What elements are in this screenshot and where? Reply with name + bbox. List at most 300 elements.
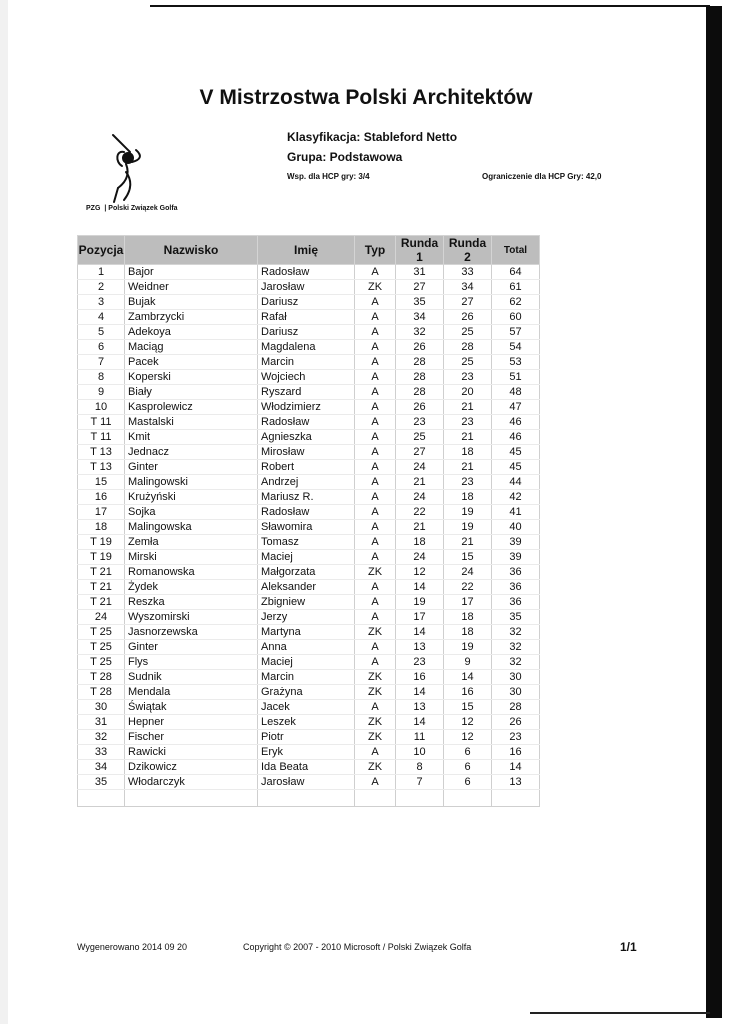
- cell-total: 46: [492, 415, 540, 430]
- cell-total: 26: [492, 715, 540, 730]
- empty-cell: [492, 790, 540, 807]
- cell-round-2: 27: [444, 295, 492, 310]
- cell-round-2: 22: [444, 580, 492, 595]
- cell-round-1: 25: [396, 430, 444, 445]
- scan-edge-left: [0, 0, 8, 1024]
- cell-total: 41: [492, 505, 540, 520]
- header-type: Typ: [355, 236, 396, 265]
- cell-total: 23: [492, 730, 540, 745]
- cell-type: A: [355, 505, 396, 520]
- cell-position: T 21: [78, 580, 125, 595]
- cell-round-2: 18: [444, 625, 492, 640]
- cell-first-name: Grażyna: [258, 685, 355, 700]
- table-row: [78, 490, 540, 505]
- cell-round-2: 6: [444, 775, 492, 790]
- cell-position: T 28: [78, 685, 125, 700]
- cell-surname: Świątak: [125, 700, 258, 715]
- cell-round-1: 24: [396, 490, 444, 505]
- cell-type: A: [355, 550, 396, 565]
- cell-surname: Romanowska: [125, 565, 258, 580]
- table-row: [78, 625, 540, 640]
- table-row: [78, 655, 540, 670]
- cell-first-name: Sławomira: [258, 520, 355, 535]
- cell-round-2: 21: [444, 535, 492, 550]
- cell-round-2: 16: [444, 685, 492, 700]
- cell-position: T 13: [78, 445, 125, 460]
- cell-surname: Koperski: [125, 370, 258, 385]
- cell-first-name: Eryk: [258, 745, 355, 760]
- cell-total: 40: [492, 520, 540, 535]
- cell-first-name: Martyna: [258, 625, 355, 640]
- header-total: Total: [492, 236, 540, 265]
- cell-first-name: Maciej: [258, 655, 355, 670]
- cell-total: 36: [492, 565, 540, 580]
- cell-type: A: [355, 655, 396, 670]
- cell-position: 9: [78, 385, 125, 400]
- table-row: [78, 445, 540, 460]
- table-header-row: [78, 236, 540, 265]
- table-row: [78, 385, 540, 400]
- classification-label: Klasyfikacja: Stableford Netto: [287, 130, 458, 144]
- cell-round-2: 19: [444, 505, 492, 520]
- table-row: [78, 670, 540, 685]
- cell-type: A: [355, 640, 396, 655]
- cell-surname: Jasnorzewska: [125, 625, 258, 640]
- cell-first-name: Marcin: [258, 670, 355, 685]
- cell-first-name: Mirosław: [258, 445, 355, 460]
- cell-total: 57: [492, 325, 540, 340]
- logo-name: Polski Związek Golfa: [108, 205, 178, 212]
- table-row: [78, 550, 540, 565]
- cell-round-2: 25: [444, 325, 492, 340]
- cell-round-2: 17: [444, 595, 492, 610]
- cell-type: ZK: [355, 280, 396, 295]
- cell-total: 45: [492, 460, 540, 475]
- table-row: [78, 280, 540, 295]
- cell-type: A: [355, 370, 396, 385]
- cell-position: T 25: [78, 640, 125, 655]
- cell-surname: Sojka: [125, 505, 258, 520]
- empty-cell: [258, 790, 355, 807]
- page-title: V Mistrzostwa Polski Architektów: [199, 86, 533, 109]
- page-number: 1/1: [620, 940, 637, 954]
- cell-round-2: 6: [444, 745, 492, 760]
- cell-position: 1: [78, 265, 125, 280]
- table-row: [78, 430, 540, 445]
- cell-total: 54: [492, 340, 540, 355]
- cell-first-name: Aleksander: [258, 580, 355, 595]
- cell-type: A: [355, 310, 396, 325]
- logo-abbr: PZG: [86, 205, 101, 212]
- cell-total: 53: [492, 355, 540, 370]
- cell-type: A: [355, 580, 396, 595]
- cell-surname: Malingowska: [125, 520, 258, 535]
- table-row: [78, 580, 540, 595]
- cell-round-2: 34: [444, 280, 492, 295]
- cell-total: 45: [492, 445, 540, 460]
- cell-type: A: [355, 475, 396, 490]
- cell-round-2: 9: [444, 655, 492, 670]
- cell-surname: Malingowski: [125, 475, 258, 490]
- cell-position: 3: [78, 295, 125, 310]
- cell-round-2: 18: [444, 445, 492, 460]
- cell-first-name: Leszek: [258, 715, 355, 730]
- table-row: [78, 265, 540, 280]
- cell-surname: Maciąg: [125, 340, 258, 355]
- cell-total: 51: [492, 370, 540, 385]
- cell-type: A: [355, 490, 396, 505]
- cell-position: 18: [78, 520, 125, 535]
- cell-surname: Ginter: [125, 640, 258, 655]
- cell-round-1: 23: [396, 655, 444, 670]
- cell-first-name: Marcin: [258, 355, 355, 370]
- cell-total: 60: [492, 310, 540, 325]
- cell-surname: Mirski: [125, 550, 258, 565]
- cell-type: A: [355, 415, 396, 430]
- cell-position: T 19: [78, 550, 125, 565]
- table-row: [78, 760, 540, 775]
- table-body: [78, 265, 540, 807]
- cell-type: A: [355, 775, 396, 790]
- cell-position: T 11: [78, 415, 125, 430]
- cell-round-1: 10: [396, 745, 444, 760]
- cell-first-name: Andrzej: [258, 475, 355, 490]
- cell-type: ZK: [355, 625, 396, 640]
- table-row: [78, 640, 540, 655]
- cell-surname: Zambrzycki: [125, 310, 258, 325]
- table-row: [78, 355, 540, 370]
- cell-type: A: [355, 265, 396, 280]
- cell-round-2: 24: [444, 565, 492, 580]
- cell-round-1: 27: [396, 445, 444, 460]
- table-row: [78, 310, 540, 325]
- cell-type: A: [355, 325, 396, 340]
- cell-round-1: 31: [396, 265, 444, 280]
- cell-type: ZK: [355, 670, 396, 685]
- table-row: [78, 610, 540, 625]
- cell-first-name: Dariusz: [258, 325, 355, 340]
- cell-first-name: Tomasz: [258, 535, 355, 550]
- cell-total: 30: [492, 670, 540, 685]
- cell-round-2: 21: [444, 430, 492, 445]
- cell-type: ZK: [355, 730, 396, 745]
- cell-round-2: 19: [444, 520, 492, 535]
- cell-total: 44: [492, 475, 540, 490]
- cell-round-1: 34: [396, 310, 444, 325]
- cell-first-name: Maciej: [258, 550, 355, 565]
- cell-round-2: 21: [444, 460, 492, 475]
- cell-type: ZK: [355, 760, 396, 775]
- cell-total: 47: [492, 400, 540, 415]
- cell-round-2: 12: [444, 730, 492, 745]
- cell-first-name: Magdalena: [258, 340, 355, 355]
- cell-round-1: 16: [396, 670, 444, 685]
- cell-round-1: 26: [396, 400, 444, 415]
- cell-first-name: Radosław: [258, 505, 355, 520]
- cell-round-1: 11: [396, 730, 444, 745]
- scan-edge-right: [706, 6, 722, 1018]
- cell-surname: Adekoya: [125, 325, 258, 340]
- cell-round-2: 25: [444, 355, 492, 370]
- cell-first-name: Zbigniew: [258, 595, 355, 610]
- cell-position: T 13: [78, 460, 125, 475]
- cell-total: 39: [492, 550, 540, 565]
- cell-round-2: 15: [444, 700, 492, 715]
- cell-first-name: Ryszard: [258, 385, 355, 400]
- cell-type: A: [355, 745, 396, 760]
- cell-round-2: 23: [444, 415, 492, 430]
- cell-position: T 25: [78, 655, 125, 670]
- table-row: [78, 340, 540, 355]
- cell-position: 2: [78, 280, 125, 295]
- golfer-icon: [88, 130, 158, 210]
- cell-total: 36: [492, 580, 540, 595]
- cell-first-name: Małgorzata: [258, 565, 355, 580]
- cell-round-1: 21: [396, 520, 444, 535]
- cell-round-1: 24: [396, 460, 444, 475]
- cell-total: 16: [492, 745, 540, 760]
- cell-total: 42: [492, 490, 540, 505]
- cell-total: 36: [492, 595, 540, 610]
- cell-total: 28: [492, 700, 540, 715]
- cell-total: 39: [492, 535, 540, 550]
- empty-cell: [125, 790, 258, 807]
- cell-round-2: 28: [444, 340, 492, 355]
- table-row: [78, 400, 540, 415]
- cell-first-name: Rafał: [258, 310, 355, 325]
- empty-cell: [396, 790, 444, 807]
- cell-round-1: 14: [396, 715, 444, 730]
- table-row: [78, 565, 540, 580]
- cell-round-1: 28: [396, 370, 444, 385]
- cell-round-1: 27: [396, 280, 444, 295]
- cell-first-name: Piotr: [258, 730, 355, 745]
- cell-type: A: [355, 520, 396, 535]
- cell-position: 30: [78, 700, 125, 715]
- cell-position: T 21: [78, 565, 125, 580]
- cell-surname: Rawicki: [125, 745, 258, 760]
- cell-surname: Hepner: [125, 715, 258, 730]
- cell-round-2: 23: [444, 370, 492, 385]
- cell-surname: Zemła: [125, 535, 258, 550]
- cell-type: A: [355, 610, 396, 625]
- cell-first-name: Jacek: [258, 700, 355, 715]
- cell-round-1: 24: [396, 550, 444, 565]
- table-row: [78, 520, 540, 535]
- table-row: [78, 325, 540, 340]
- scan-line-top: [150, 5, 710, 7]
- table-row: [78, 715, 540, 730]
- cell-position: T 11: [78, 430, 125, 445]
- cell-round-2: 20: [444, 385, 492, 400]
- header-first-name: Imię: [258, 236, 355, 265]
- cell-first-name: Ida Beata: [258, 760, 355, 775]
- cell-surname: Flys: [125, 655, 258, 670]
- cell-round-2: 6: [444, 760, 492, 775]
- cell-first-name: Dariusz: [258, 295, 355, 310]
- cell-surname: Dzikowicz: [125, 760, 258, 775]
- cell-surname: Fischer: [125, 730, 258, 745]
- cell-surname: Kmit: [125, 430, 258, 445]
- cell-total: 46: [492, 430, 540, 445]
- scan-line-bottom: [530, 1012, 710, 1014]
- cell-surname: Wyszomirski: [125, 610, 258, 625]
- cell-round-1: 18: [396, 535, 444, 550]
- cell-surname: Ginter: [125, 460, 258, 475]
- cell-surname: Bajor: [125, 265, 258, 280]
- table-row: [78, 730, 540, 745]
- cell-type: A: [355, 535, 396, 550]
- cell-first-name: Jarosław: [258, 775, 355, 790]
- cell-first-name: Jerzy: [258, 610, 355, 625]
- table-row: [78, 700, 540, 715]
- cell-total: 64: [492, 265, 540, 280]
- cell-round-2: 26: [444, 310, 492, 325]
- cell-position: T 25: [78, 625, 125, 640]
- cell-type: A: [355, 400, 396, 415]
- cell-first-name: Mariusz R.: [258, 490, 355, 505]
- cell-first-name: Wojciech: [258, 370, 355, 385]
- table-row: [78, 460, 540, 475]
- cell-round-1: 13: [396, 640, 444, 655]
- cell-type: A: [355, 385, 396, 400]
- cell-round-1: 22: [396, 505, 444, 520]
- cell-position: 16: [78, 490, 125, 505]
- cell-position: 24: [78, 610, 125, 625]
- cell-position: 15: [78, 475, 125, 490]
- results-table: [77, 235, 540, 807]
- cell-round-2: 18: [444, 610, 492, 625]
- cell-round-1: 7: [396, 775, 444, 790]
- cell-position: 17: [78, 505, 125, 520]
- footer-generated: Wygenerowano 2014 09 20: [77, 942, 187, 952]
- header-round-2: Runda 2: [444, 236, 492, 265]
- cell-surname: Sudnik: [125, 670, 258, 685]
- cell-position: 35: [78, 775, 125, 790]
- cell-position: T 28: [78, 670, 125, 685]
- table-row: [78, 775, 540, 790]
- cell-position: 8: [78, 370, 125, 385]
- cell-round-1: 23: [396, 415, 444, 430]
- table-row: [78, 595, 540, 610]
- cell-position: 7: [78, 355, 125, 370]
- cell-type: A: [355, 340, 396, 355]
- cell-position: 5: [78, 325, 125, 340]
- cell-surname: Kasprolewicz: [125, 400, 258, 415]
- cell-round-1: 19: [396, 595, 444, 610]
- header-surname: Nazwisko: [125, 236, 258, 265]
- header-position: Pozycja: [78, 236, 125, 265]
- cell-type: ZK: [355, 565, 396, 580]
- cell-surname: Pacek: [125, 355, 258, 370]
- cell-surname: Jednacz: [125, 445, 258, 460]
- cell-total: 48: [492, 385, 540, 400]
- table-row: [78, 505, 540, 520]
- cell-round-1: 14: [396, 580, 444, 595]
- cell-type: A: [355, 595, 396, 610]
- cell-type: A: [355, 295, 396, 310]
- cell-round-1: 21: [396, 475, 444, 490]
- cell-position: 10: [78, 400, 125, 415]
- table-row: [78, 745, 540, 760]
- cell-first-name: Robert: [258, 460, 355, 475]
- cell-round-1: 35: [396, 295, 444, 310]
- cell-round-1: 12: [396, 565, 444, 580]
- cell-first-name: Agnieszka: [258, 430, 355, 445]
- cell-surname: Biały: [125, 385, 258, 400]
- cell-total: 13: [492, 775, 540, 790]
- table-row: [78, 295, 540, 310]
- cell-first-name: Włodzimierz: [258, 400, 355, 415]
- cell-surname: Reszka: [125, 595, 258, 610]
- cell-total: 32: [492, 640, 540, 655]
- cell-type: ZK: [355, 685, 396, 700]
- cell-position: 33: [78, 745, 125, 760]
- cell-round-1: 8: [396, 760, 444, 775]
- cell-total: 32: [492, 625, 540, 640]
- cell-type: A: [355, 430, 396, 445]
- cell-surname: Weidner: [125, 280, 258, 295]
- cell-position: 4: [78, 310, 125, 325]
- cell-round-2: 19: [444, 640, 492, 655]
- empty-cell: [78, 790, 125, 807]
- footer-copyright: Copyright © 2007 - 2010 Microsoft / Polski Związek Golfa: [243, 942, 472, 952]
- cell-total: 30: [492, 685, 540, 700]
- cell-round-2: 33: [444, 265, 492, 280]
- cell-round-2: 15: [444, 550, 492, 565]
- cell-total: 32: [492, 655, 540, 670]
- cell-round-1: 32: [396, 325, 444, 340]
- cell-total: 62: [492, 295, 540, 310]
- cell-type: A: [355, 700, 396, 715]
- cell-round-1: 26: [396, 340, 444, 355]
- table-row: [78, 685, 540, 700]
- table-row-empty: [78, 790, 540, 807]
- table-row: [78, 370, 540, 385]
- cell-type: A: [355, 355, 396, 370]
- cell-total: 14: [492, 760, 540, 775]
- group-label: Grupa: Podstawowa: [287, 150, 403, 164]
- cell-type: A: [355, 445, 396, 460]
- table-row: [78, 535, 540, 550]
- cell-type: A: [355, 460, 396, 475]
- cell-surname: Krużyński: [125, 490, 258, 505]
- table-row: [78, 475, 540, 490]
- cell-round-2: 21: [444, 400, 492, 415]
- empty-cell: [355, 790, 396, 807]
- cell-round-1: 28: [396, 385, 444, 400]
- logo-text: PZG | Polski Związek Golfa: [86, 205, 178, 212]
- cell-position: 31: [78, 715, 125, 730]
- cell-round-2: 23: [444, 475, 492, 490]
- table-row: [78, 415, 540, 430]
- cell-position: T 19: [78, 535, 125, 550]
- cell-type: ZK: [355, 715, 396, 730]
- cell-round-1: 14: [396, 625, 444, 640]
- hcp-factor-label: Wsp. dla HCP gry: 3/4: [287, 172, 370, 181]
- cell-surname: Mendala: [125, 685, 258, 700]
- cell-first-name: Jarosław: [258, 280, 355, 295]
- cell-position: 32: [78, 730, 125, 745]
- cell-round-2: 12: [444, 715, 492, 730]
- cell-surname: Bujak: [125, 295, 258, 310]
- cell-position: 6: [78, 340, 125, 355]
- cell-round-1: 13: [396, 700, 444, 715]
- cell-round-2: 14: [444, 670, 492, 685]
- cell-first-name: Anna: [258, 640, 355, 655]
- cell-position: T 21: [78, 595, 125, 610]
- cell-round-1: 28: [396, 355, 444, 370]
